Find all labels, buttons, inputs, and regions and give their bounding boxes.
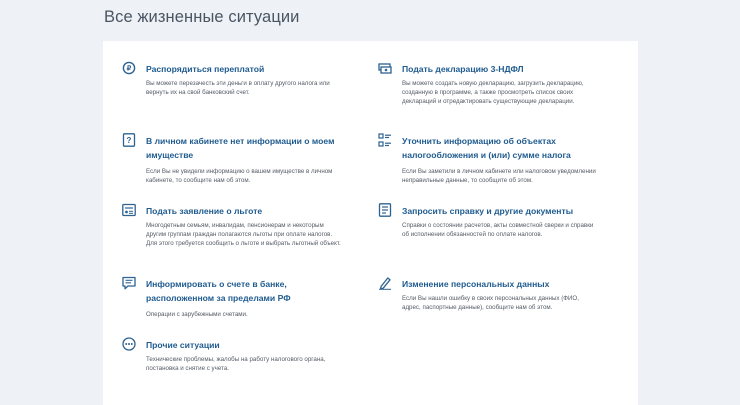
situation-title[interactable]: Запросить справку и другие документы (402, 206, 574, 216)
document-list-icon (378, 203, 392, 217)
situation-description: Технические проблемы, жалобы на работу налогового органа, постановка и снятие с учета. (146, 356, 326, 372)
coin-refund-icon (122, 61, 136, 75)
situation-title[interactable]: Информировать о счете в банке, расположенном за пределами РФ (146, 279, 291, 303)
more-icon (122, 337, 136, 351)
situation-description: Если Вы нашли ошибку в своих персональных данных (ФИО, адрес, паспортные данные), сообщите нам об этом. (402, 295, 579, 311)
situation-title[interactable]: Распорядиться переплатой (146, 64, 265, 74)
situation-title[interactable]: Подать заявление о льготе (146, 206, 263, 216)
question-document-icon (122, 133, 136, 147)
situations-panel (103, 41, 638, 405)
situation-title[interactable]: Изменение персональных данных (402, 279, 550, 289)
situation-description: Если Вы не увидели информацию о вашем имуществе в личном кабинете, то сообщите нам об этом. (146, 168, 333, 184)
situation-description: Многодетным семьям, инвалидам, пенсионерам и некоторым другим группам граждан полагаются льготы при оплате налогов. Для этого требуется сообщить о льготе и выбрать льготный объект. (146, 222, 341, 247)
situation-description: Справки о состоянии расчетов, акты совместной сверки и справки об исполнении обязанностей по оплате налогов. (402, 222, 594, 238)
situation-title[interactable]: Подать декларацию 3-НДФЛ (402, 64, 524, 74)
money-stack-icon (378, 61, 392, 75)
svg-text:?: ? (126, 136, 132, 146)
svg-text:₽: ₽ (126, 65, 132, 73)
situation-description: Операции с зарубежными счетами. (146, 311, 248, 318)
situation-title[interactable]: В личном кабинете нет информации о моем имуществе (146, 136, 335, 160)
message-icon (122, 276, 136, 290)
situation-title[interactable]: Прочие ситуации (146, 340, 220, 350)
situation-description: Если Вы заметили в личном кабинете или налоговом уведомлении неправильные данные, то сообщите об этом. (402, 168, 596, 184)
situation-title[interactable]: Уточнить информацию об объектах налогообложения и (или) сумме налога (402, 136, 571, 160)
pen-icon (378, 276, 392, 290)
page-title: Все жизненные ситуации (104, 8, 300, 26)
situation-description: Вы можете перезачесть эти деньги в оплату другого налога или вернуть их на свой банковский счет. (146, 80, 330, 96)
situation-description: Вы можете создать новую декларацию, загрузить декларацию, созданную в программе, а также просмотреть список своих деклараций и отредактировать существующие декларации. (402, 80, 584, 105)
checklist-icon (378, 133, 392, 147)
id-card-icon (122, 203, 136, 217)
